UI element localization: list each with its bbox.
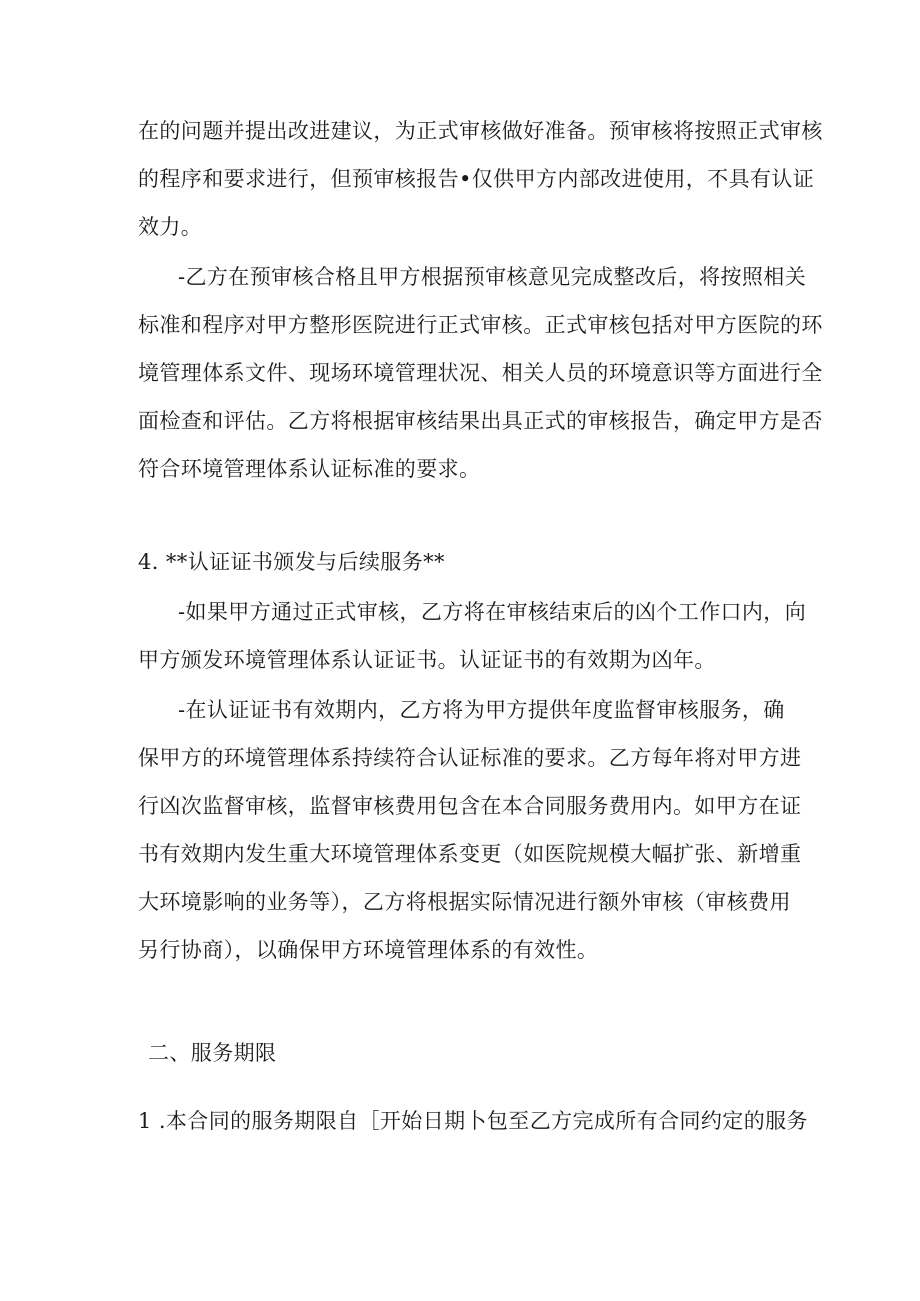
para2-line-3: 境管理体系文件、现场环境管理状况、相关人员的环境意识等方面进行全: [138, 361, 823, 385]
para4-line-6: 另行协商），以确保甲方环境管理体系的有效性。: [138, 938, 599, 962]
para4-line-2: 保甲方的环境管理体系持续符合认证标准的要求。乙方每年将对甲方进: [138, 746, 802, 770]
para4-line-1: -在认证证书有效期内，乙方将为甲方提供年度监督审核服务，确: [178, 698, 785, 722]
para2-line-2: 标准和程序对甲方整形医院进行正式审核。正式审核包括对甲方医院的环: [138, 313, 823, 337]
section-4-title: 4. **认证证书颁发与后续服务**: [138, 550, 445, 574]
para2-line-5: 符合环境管理体系认证标准的要求。: [138, 457, 481, 481]
para3-line-1: -如果甲方通过正式审核，乙方将在审核结束后的凶个工作口内，向: [178, 600, 807, 624]
para4-line-5: 大环境影响的业务等），乙方将根据实际情况进行额外审核（审核费用: [138, 890, 791, 914]
section-2-title: 二、服务期限: [148, 1041, 277, 1065]
para2-line-4: 面检查和评估。乙方将根据审核结果出具正式的审核报告，确定甲方是否: [138, 409, 823, 433]
para1-line-3: 效力。: [138, 215, 203, 239]
para1-line-1: 在的问题并提出改进建议，为正式审核做好准备。预审核将按照正式审核: [138, 119, 823, 143]
para4-line-3: 行凶次监督审核，监督审核费用包含在本合同服务费用内。如甲方在证: [138, 794, 802, 818]
para4-line-4: 书有效期内发生重大环境管理体系变更（如医院规模大幅扩张、新增重: [138, 842, 802, 866]
para3-line-2: 甲方颁发环境管理体系认证证书。认证证书的有效期为凶年。: [138, 648, 716, 672]
para5-line-1: 1 .本合同的服务期限自［开始日期卜包至乙方完成所有合同约定的服务: [138, 1109, 808, 1133]
para2-line-1: -乙方在预审核合格且甲方根据预审核意见完成整改后，将按照相关: [178, 265, 807, 289]
para1-line-2: 的程序和要求进行，但预审核报告•仅供甲方内部改进使用，不具有认证: [138, 167, 815, 191]
